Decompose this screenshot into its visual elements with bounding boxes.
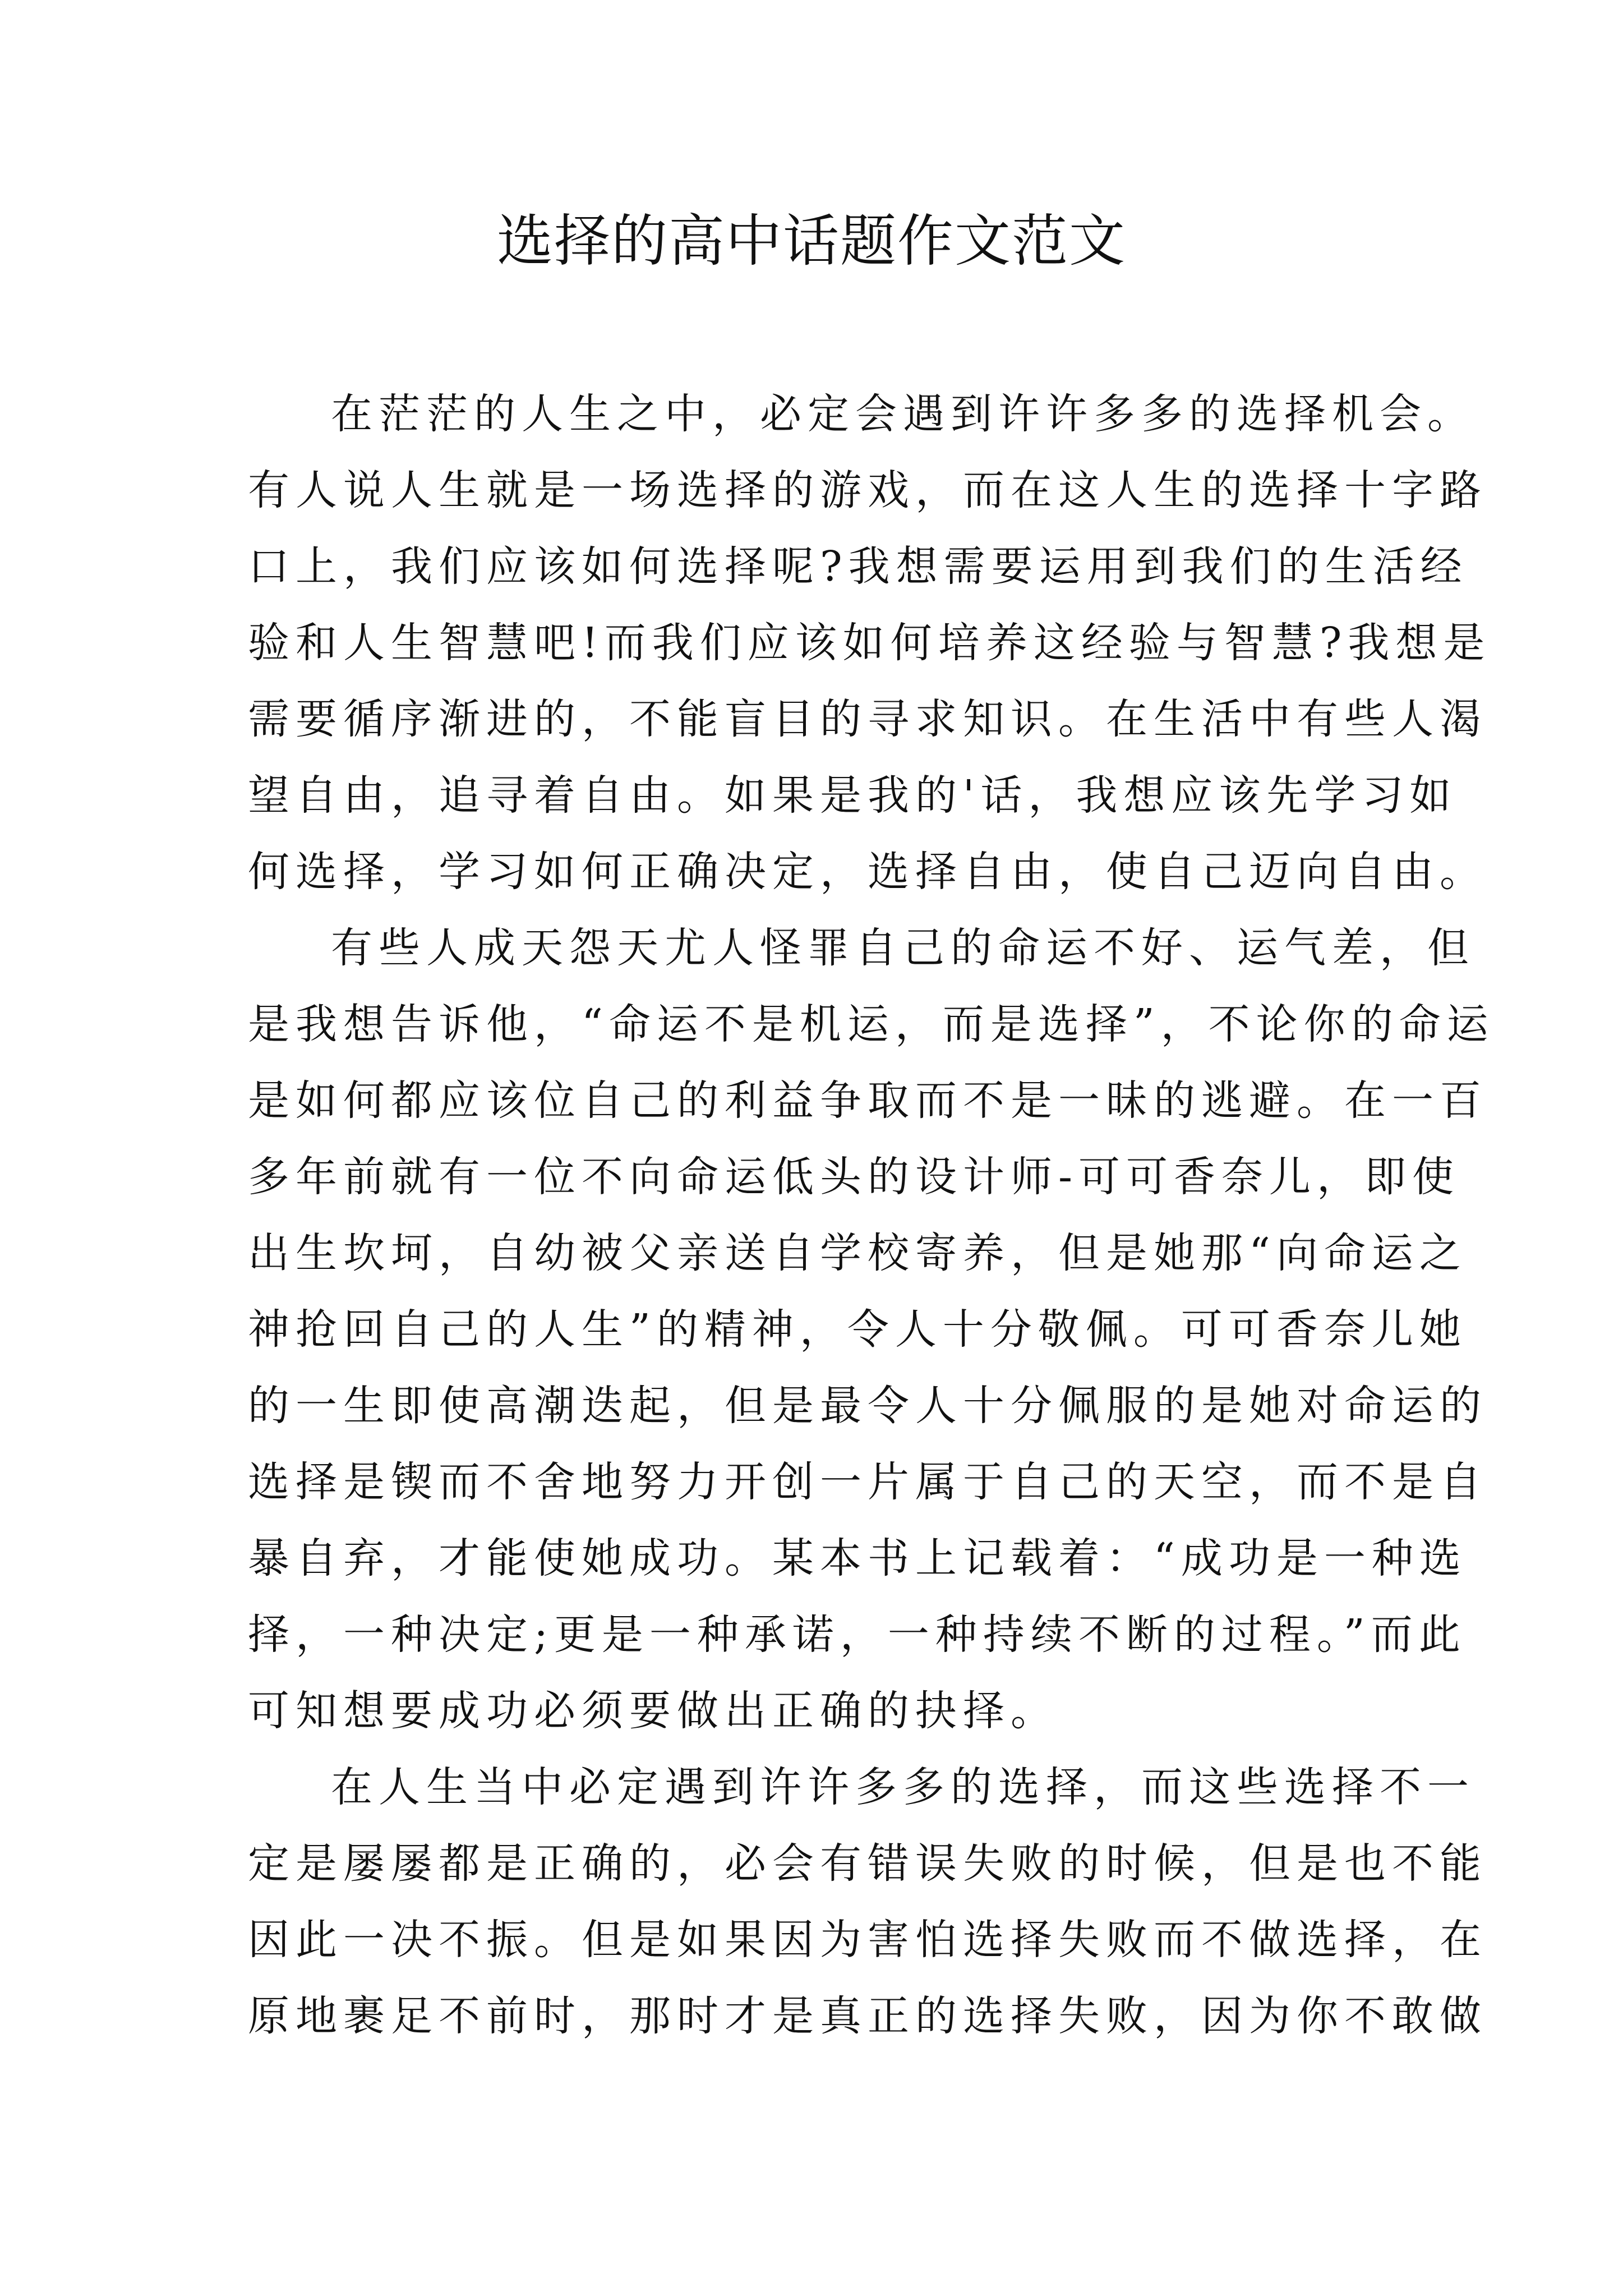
text-line: 在人生当中必定遇到许许多多的选择，而这些选择不一: [331, 1763, 1475, 1811]
text-line: 的一生即使高潮迭起，但是最令人十分佩服的是她对命运的: [248, 1382, 1487, 1430]
paragraph-2: [248, 910, 1495, 1749]
text-line: 需要循序渐进的，不能盲目的寻求知识。在生活中有些人渴: [248, 695, 1487, 743]
text-line: 望自由，追寻着自由。如果是我的'话，我想应该先学习如: [248, 771, 1458, 820]
text-line: 神抢回自己的人生”的精神，令人十分敬佩。可可香奈儿她: [248, 1305, 1467, 1354]
essay-body: [248, 376, 1495, 2054]
text-line: 有人说人生就是一场选择的游戏，而在这人生的选择十字路: [248, 466, 1487, 514]
paragraph-1: [248, 376, 1491, 910]
text-line: 何选择，学习如何正确决定，选择自由，使自己迈向自由。: [248, 848, 1487, 896]
text-line: 在茫茫的人生之中，必定会遇到许许多多的选择机会。: [331, 390, 1475, 438]
text-line: 多年前就有一位不向命运低头的设计师-可可香奈儿，即使: [248, 1153, 1460, 1201]
text-line: 定是屡屡都是正确的，必会有错误失败的时候，但是也不能: [248, 1839, 1487, 1888]
text-line: 是我想告诉他，“命运不是机运，而是选择”，不论你的命运: [248, 1000, 1495, 1048]
text-line: 择，一种决定;更是一种承诺，一种持续不断的过程。”而此: [248, 1611, 1467, 1659]
text-line: 有些人成天怨天尤人怪罪自己的命运不好、运气差，但: [331, 924, 1475, 972]
text-line: 出生坎坷，自幼被父亲送自学校寄养，但是她那“向命运之: [248, 1229, 1467, 1277]
page-title: 选择的高中话题作文范文: [497, 208, 1126, 274]
text-line: 原地裹足不前时，那时才是真正的选择失败，因为你不敢做: [248, 1992, 1487, 2040]
text-line: 口上，我们应该如何选择呢?我想需要运用到我们的生活经: [248, 542, 1468, 591]
text-line: 是如何都应该位自己的利益争取而不是一昧的逃避。在一百: [248, 1076, 1487, 1125]
text-line: 暴自弃，才能使她成功。某本书上记载着：“成功是一种选: [248, 1534, 1467, 1582]
text-line: 因此一决不振。但是如果因为害怕选择失败而不做选择，在: [248, 1916, 1487, 1964]
text-line: 选择是锲而不舍地努力开创一片属于自己的天空，而不是自: [248, 1458, 1487, 1506]
text-line: 可知想要成功必须要做出正确的抉择。: [248, 1687, 1058, 1735]
text-line: 验和人生智慧吧!而我们应该如何培养这经验与智慧?我想是: [248, 619, 1491, 667]
paragraph-3: [248, 1749, 1487, 2054]
